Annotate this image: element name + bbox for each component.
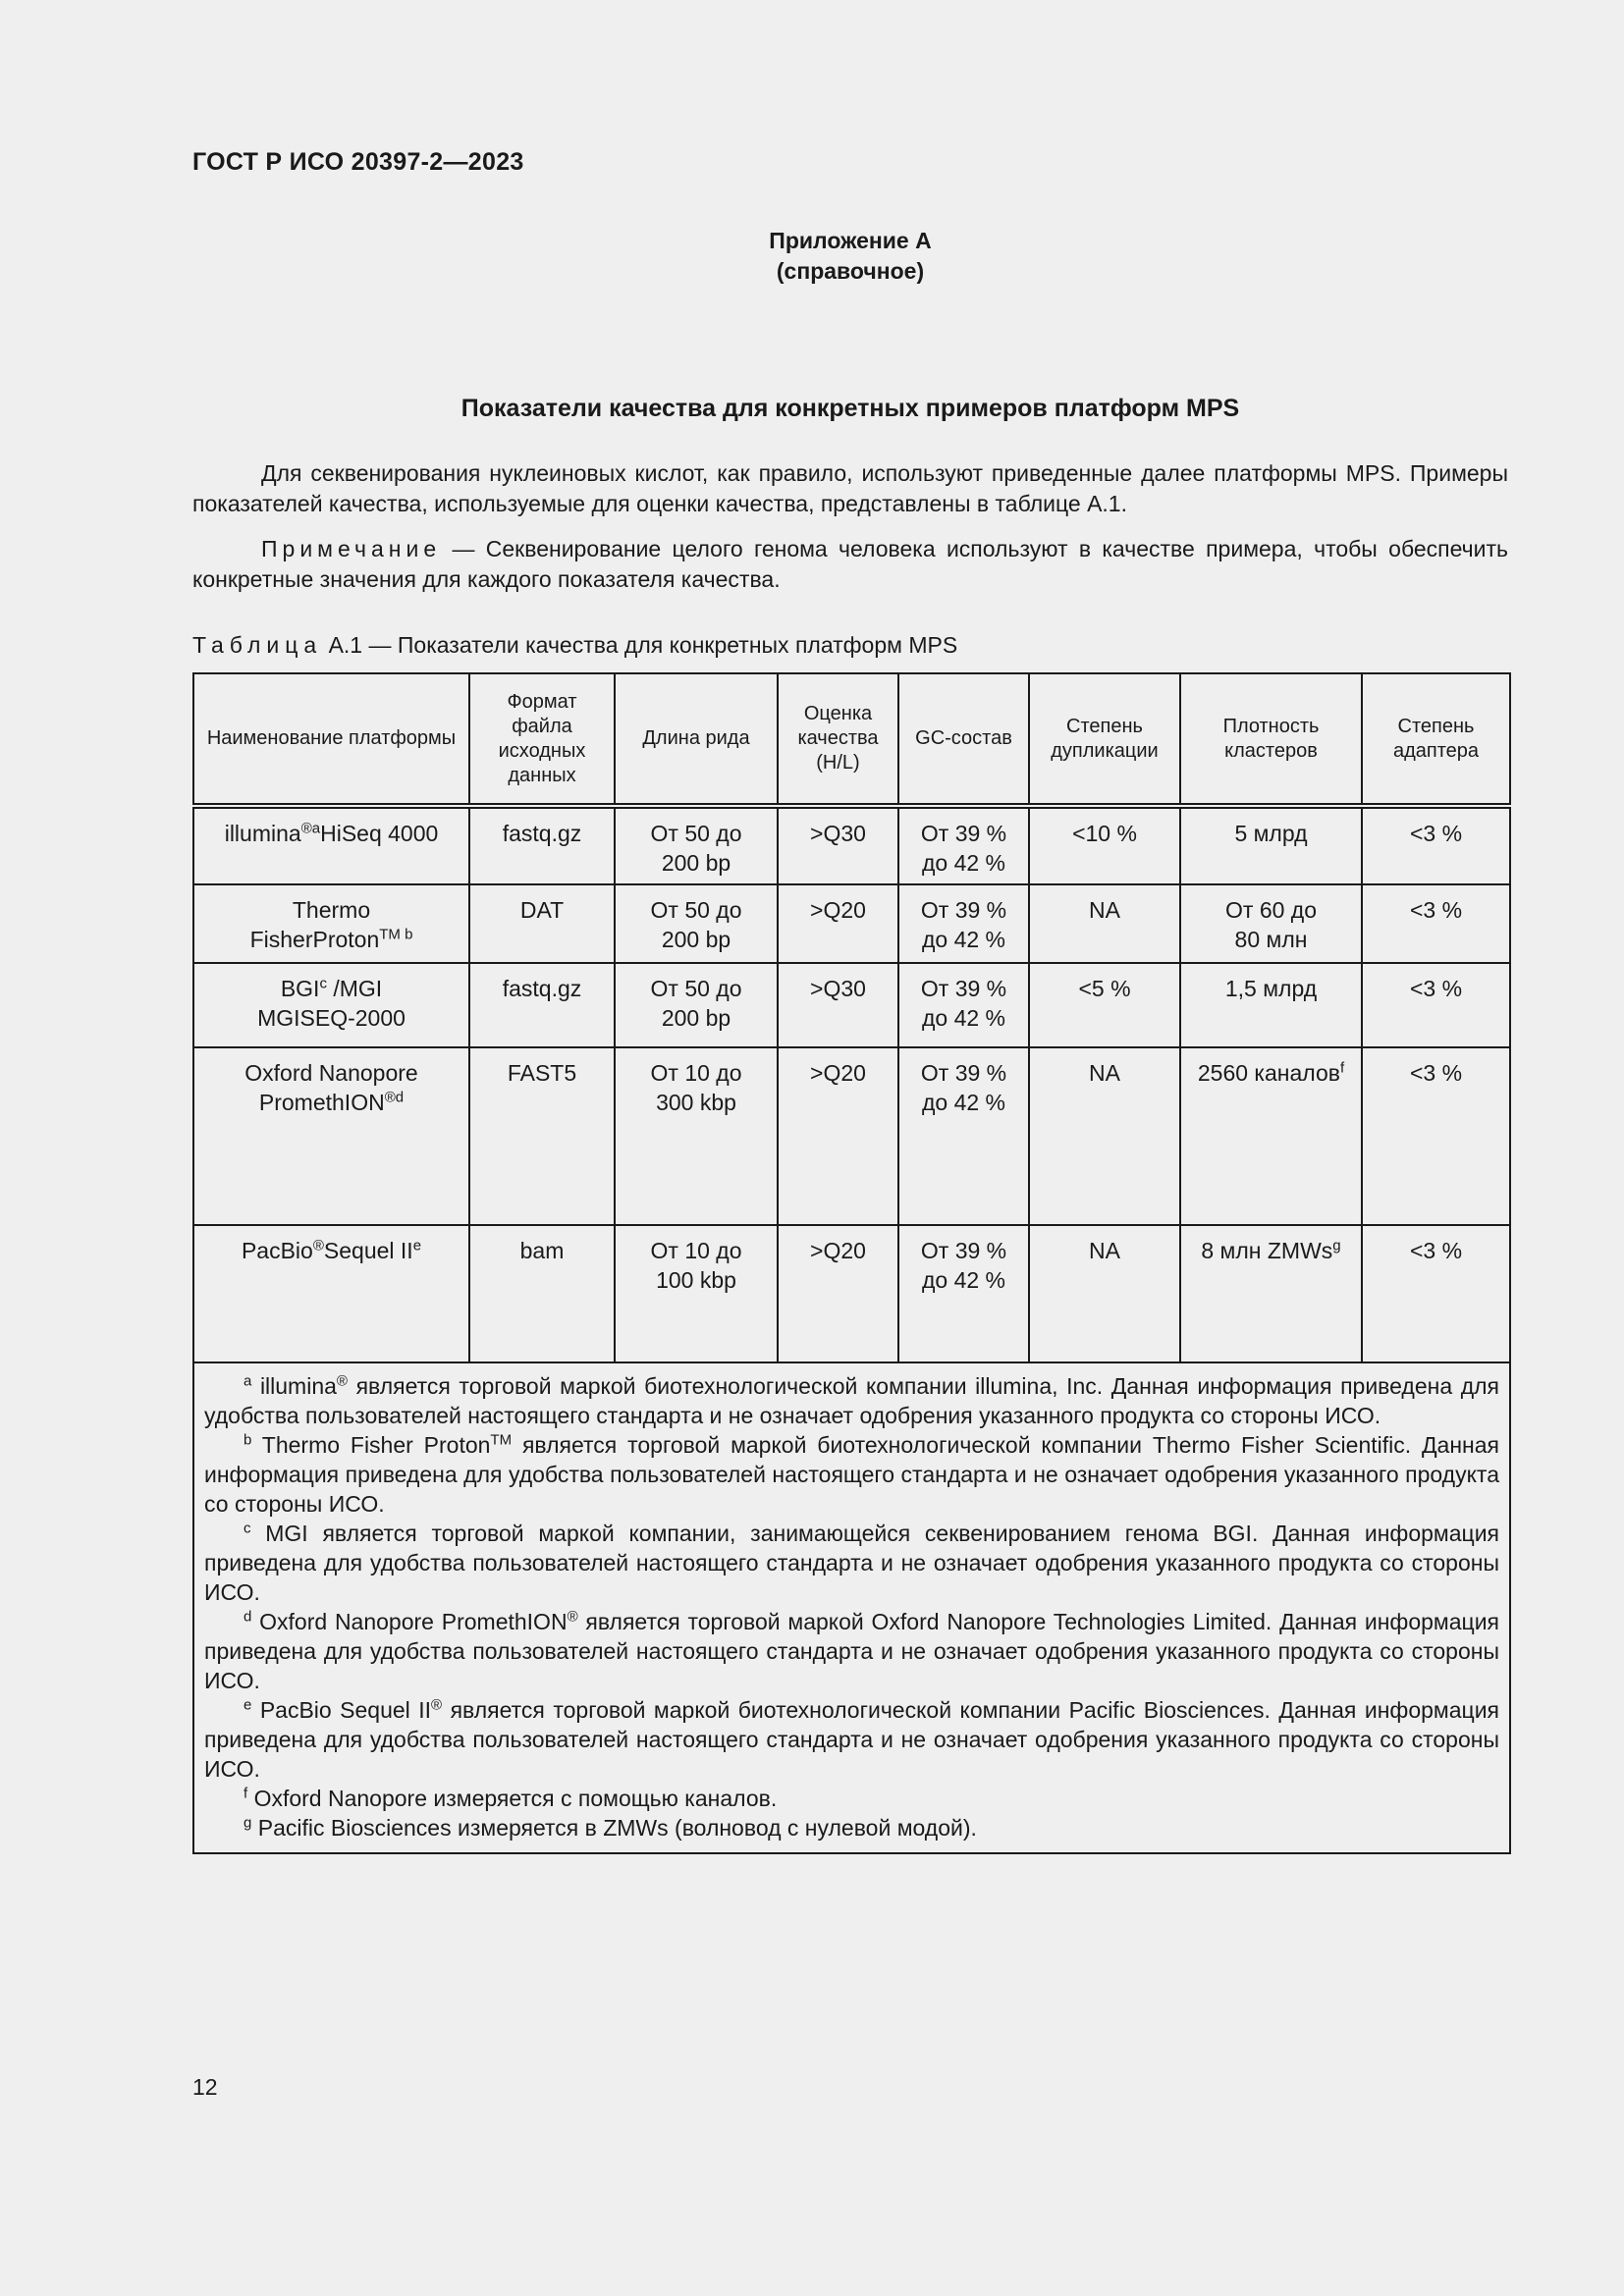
cell-gc: От 39 % до 42 %: [898, 1047, 1029, 1225]
header-adapter: Степень адаптера: [1362, 673, 1510, 806]
cell-quality: >Q20: [778, 1047, 898, 1225]
cell-platform: Thermo FisherProton$^{TM b}$: [193, 884, 469, 963]
table-caption-label: Таблица: [192, 632, 323, 658]
cell-duplication: NA: [1029, 1225, 1180, 1362]
table-header-row: [193, 673, 1510, 806]
document-code: ГОСТ Р ИСО 20397-2—2023: [192, 148, 524, 176]
cell-density: 5 млрд: [1180, 806, 1362, 884]
footnote: $^e$ PacBio Sequel II® является торговой маркой биотехнологической компании Pacific Biosciences. Данная информация приведена для удобства пользователей настоящего стандарта и не означает одобрения указанного продукта со стороны ИСО.: [204, 1696, 1499, 1782]
header-read-length: Длина рида: [615, 673, 778, 806]
table-row: [193, 963, 1510, 1047]
cell-density: 8 млн ZMWs$^g$: [1180, 1225, 1362, 1362]
footnote: $^a$ illumina® является торговой маркой биотехнологической компании illumina, Inc. Данная информация приведена для удобства пользователей настоящего стандарта и не означает одобрения указанного продукта со стороны ИСО.: [204, 1372, 1500, 1428]
cell-gc: От 39 % до 42 %: [898, 963, 1029, 1047]
intro-text: Для секвенирования нуклеиновых кислот, как правило, используют приведенные далее платформы MPS. Примеры показателей качества, используемые для оценки качества, представлены в таблице А.1.: [192, 460, 1508, 516]
cell-platform: PacBio®Sequel IIe: [193, 1225, 469, 1362]
table-caption: [192, 632, 957, 659]
table-row: [193, 1225, 1510, 1362]
section-title: Показатели качества для конкретных примеров платформ MPS: [460, 395, 1240, 422]
header-density: Плотность кластеров: [1180, 673, 1362, 806]
quality-table: [192, 672, 1511, 1854]
cell-gc: От 39 % до 42 %: [898, 1225, 1029, 1362]
cell-platform: BGI$^c$ /MGI MGISEQ-2000: [193, 963, 469, 1047]
intro-paragraph: [192, 458, 1508, 519]
cell-format: FAST5: [469, 1047, 615, 1225]
cell-quality: >Q20: [778, 884, 898, 963]
footnote: $^c$ MGI является торговой маркой компании, занимающейся секвенированием генома BGI. Данная информация приведена для удобства пользователей настоящего стандарта и не означает одобрения указанного продукта со стороны ИСО.: [204, 1520, 1499, 1605]
header-gc: GC-состав: [898, 673, 1029, 806]
header-format: Формат файла исходных данных: [469, 673, 615, 806]
cell-read-length: От 50 до 200 bp: [615, 884, 778, 963]
cell-adapter: <3 %: [1362, 1047, 1510, 1225]
cell-adapter: <3 %: [1362, 884, 1510, 963]
footnote: $^f$ Oxford Nanopore измеряется с помощью каналов.: [244, 1785, 778, 1811]
cell-read-length: От 50 до 200 bp: [615, 963, 778, 1047]
footnote: $^b$ Thermo Fisher Proton™ является торговой маркой биотехнологической компании Thermo Fisher Scientific. Данная информация приведена для удобства пользователей настоящего стандарта и не означает одобрения указанного продукта со стороны ИСО.: [204, 1431, 1499, 1517]
cell-gc: От 39 % до 42 %: [898, 884, 1029, 963]
table-row: [193, 806, 1510, 884]
cell-quality: >Q30: [778, 806, 898, 884]
cell-format: fastq.gz: [469, 963, 615, 1047]
footnote: $^g$ Pacific Biosciences измеряется в ZMWs (волновод с нулевой модой).: [244, 1814, 977, 1841]
cell-duplication: NA: [1029, 884, 1180, 963]
table-row: [193, 1047, 1510, 1225]
header-duplication: Степень дупликации: [1029, 673, 1180, 806]
cell-gc: От 39 % до 42 %: [898, 806, 1029, 884]
cell-quality: >Q30: [778, 963, 898, 1047]
cell-density: 2560 каналов$^f$: [1180, 1047, 1362, 1225]
footnote: $^d$ Oxford Nanopore PromethION® является торговой маркой Oxford Nanopore Technologies Limited. Данная информация приведена для удобства пользователей настоящего стандарта и не означает одобрения указанного продукта со стороны ИСО.: [204, 1608, 1500, 1693]
cell-adapter: <3 %: [1362, 1225, 1510, 1362]
note-text: — Секвенирование целого генома человека используют в качестве примера, чтобы обеспечить конкретные значения для каждого показателя качества.: [192, 536, 1508, 592]
cell-duplication: <10 %: [1029, 806, 1180, 884]
cell-density: От 60 до 80 млн: [1180, 884, 1362, 963]
cell-platform: illumina$^{®a}$HiSeq 4000: [193, 806, 469, 884]
note-paragraph: [192, 534, 1508, 595]
annex-subtitle: (справочное): [776, 258, 925, 284]
page-number: 12: [192, 2074, 218, 2100]
cell-read-length: От 10 до 300 kbp: [615, 1047, 778, 1225]
cell-adapter: <3 %: [1362, 963, 1510, 1047]
header-platform: Наименование платформы: [193, 673, 469, 806]
cell-adapter: <3 %: [1362, 806, 1510, 884]
annex-heading: [192, 226, 1508, 287]
cell-read-length: От 50 до 200 bp: [615, 806, 778, 884]
footnotes-cell: [193, 1362, 1510, 1853]
cell-duplication: NA: [1029, 1047, 1180, 1225]
cell-format: fastq.gz: [469, 806, 615, 884]
cell-format: DAT: [469, 884, 615, 963]
annex-title: Приложение А: [769, 228, 932, 253]
table-caption-text: А.1 — Показатели качества для конкретных платформ MPS: [322, 632, 958, 658]
cell-platform: Oxford Nanopore PromethION$^{®d}$: [193, 1047, 469, 1225]
cell-format: bam: [469, 1225, 615, 1362]
header-quality: Оценка качества (H/L): [778, 673, 898, 806]
note-label: Примечание: [261, 536, 442, 561]
footnotes-row: [193, 1362, 1510, 1853]
cell-read-length: От 10 до 100 kbp: [615, 1225, 778, 1362]
cell-quality: >Q20: [778, 1225, 898, 1362]
cell-duplication: <5 %: [1029, 963, 1180, 1047]
table-row: [193, 884, 1510, 963]
cell-density: 1,5 млрд: [1180, 963, 1362, 1047]
